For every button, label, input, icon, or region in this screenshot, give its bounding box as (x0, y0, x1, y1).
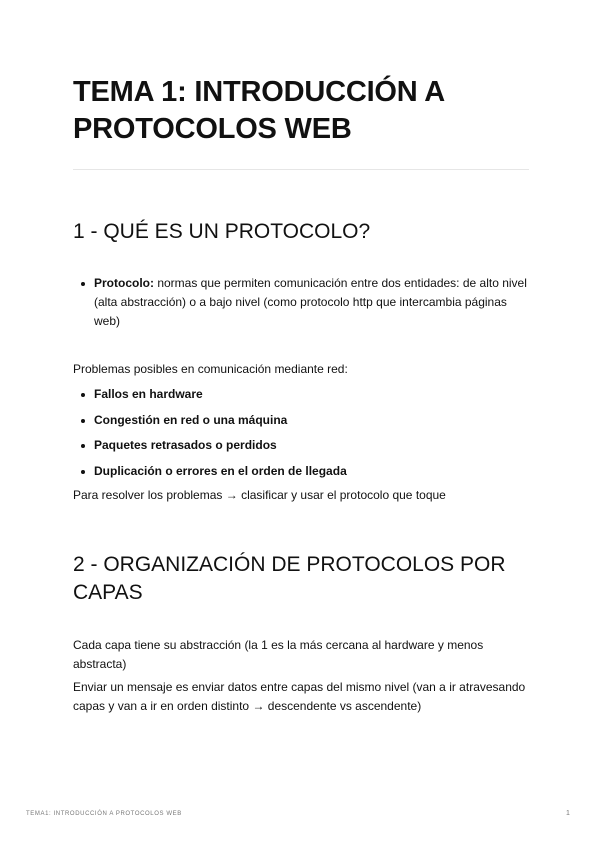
layers-paragraph-2: Enviar un mensaje es enviar datos entre capas del mismo nivel (van a ir atravesando capas y van a ir en orden distinto → descendente vs ascendente) (73, 680, 526, 713)
list-item: Congestión en red o una máquina (73, 411, 529, 437)
footer-running-title: TEMA1: INTRODUCCIÓN A PROTOCOLOS WEB (26, 811, 182, 817)
problems-intro: Problemas posibles en comunicación mediante red: (73, 362, 348, 376)
title-divider (73, 169, 529, 170)
resolve-paragraph: Para resolver los problemas → clasificar y usar el protocolo que toque (73, 488, 446, 502)
definition-text: normas que permiten comunicación entre dos entidades: de alto nivel (alta abstracción) o a bajo nivel (como protocolo http que intercambia páginas web) (94, 276, 527, 328)
list-item: Paquetes retrasados o perdidos (73, 436, 529, 462)
problems-list (73, 385, 529, 487)
definition-term: Protocolo: (94, 276, 154, 290)
footer-page-number: 1 (566, 810, 570, 817)
section-heading-2: 2 - ORGANIZACIÓN DE PROTOCOLOS POR CAPAS (73, 553, 506, 604)
definition-list (73, 274, 529, 331)
page-title: TEMA 1: INTRODUCCIÓN A PROTOCOLOS WEB (73, 76, 444, 145)
section-heading-1: 1 - QUÉ ES UN PROTOCOLO? (73, 220, 371, 243)
definition-item (73, 274, 529, 331)
list-item: Duplicación o errores en el orden de llegada (73, 462, 529, 488)
list-item: Fallos en hardware (73, 385, 529, 411)
layers-paragraph-1: Cada capa tiene su abstracción (la 1 es la más cercana al hardware y menos abstracta) (73, 638, 484, 671)
